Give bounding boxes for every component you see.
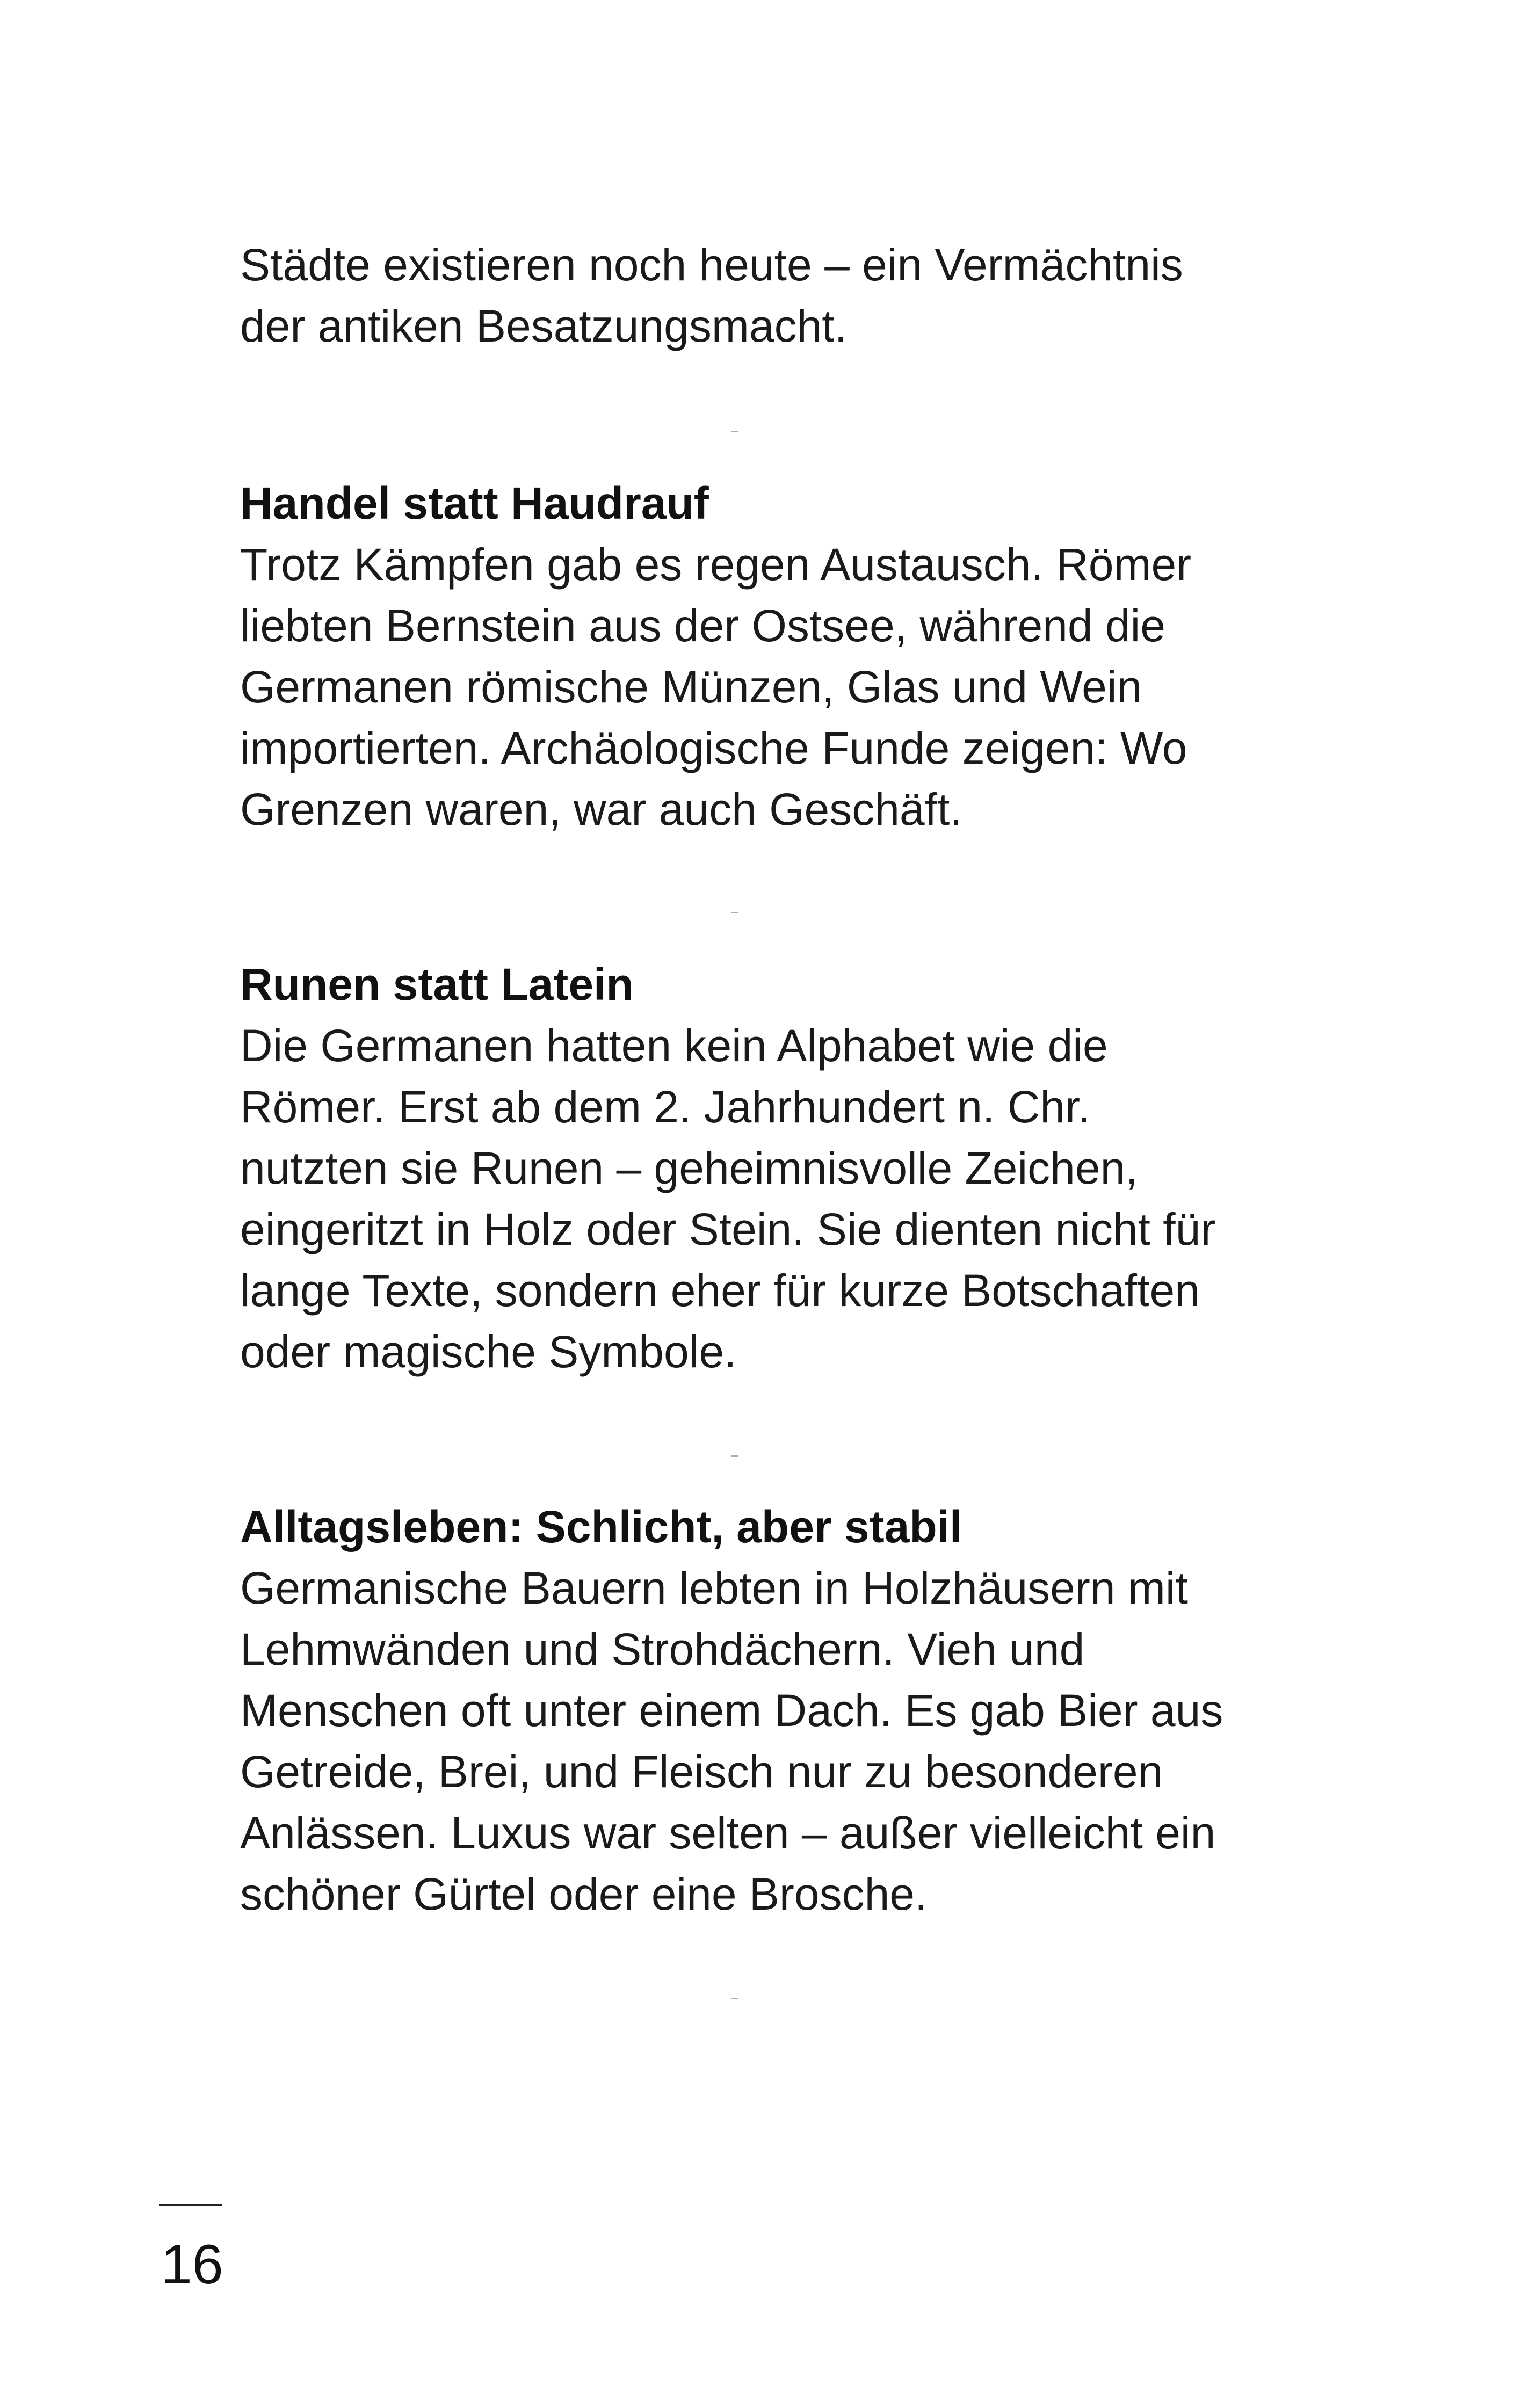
footer-rule [159,2204,222,2206]
paragraph-line: Grenzen waren, war auch Geschäft. [240,784,962,835]
section-heading: Runen statt Latein [240,959,634,1010]
section-heading: Alltagsleben: Schlicht, aber stabil [240,1502,962,1552]
paragraph-line: Germanische Bauern lebten in Holzhäusern mit [240,1563,1188,1613]
section-separator [731,1998,738,1999]
section-runen [240,954,1293,1382]
paragraph-line: eingeritzt in Holz oder Stein. Sie dienten nicht für [240,1204,1216,1254]
paragraph-line: Germanen römische Münzen, Glas und Wein [240,662,1142,712]
section-separator [731,431,738,432]
paragraph-line: liebten Bernstein aus der Ostsee, während die [240,600,1166,651]
paragraph-line: Die Germanen hatten kein Alphabet wie die [240,1020,1108,1071]
paragraph-line: lange Texte, sondern eher für kurze Botschaften [240,1265,1200,1316]
section-alltagsleben [240,1496,1293,1925]
paragraph-line: oder magische Symbole. [240,1326,737,1377]
section-handel [240,473,1293,840]
paragraph-line: schöner Gürtel oder eine Brosche. [240,1869,928,1919]
page-number: 16 [161,2233,223,2296]
intro-line: Städte existieren noch heute – ein Vermächtnis [240,240,1183,290]
intro-line: der antiken Besatzungsmacht. [240,301,847,351]
paragraph-line: Lehmwänden und Strohdächern. Vieh und [240,1624,1085,1674]
paragraph-line: nutzten sie Runen – geheimnisvolle Zeichen, [240,1143,1138,1193]
section-separator [731,912,738,913]
paragraph-line: Menschen oft unter einem Dach. Es gab Bier aus [240,1685,1223,1736]
paragraph-line: Getreide, Brei, und Fleisch nur zu besonderen [240,1746,1163,1797]
paragraph-line: Trotz Kämpfen gab es regen Austausch. Römer [240,539,1192,590]
paragraph-line: Römer. Erst ab dem 2. Jahrhundert n. Chr. [240,1082,1090,1132]
section-separator [731,1455,738,1457]
section-heading: Handel statt Haudrauf [240,478,709,528]
paragraph-line: Anlässen. Luxus war selten – außer vielleicht ein [240,1808,1216,1858]
paragraph-line: importierten. Archäologische Funde zeigen: Wo [240,723,1187,773]
intro-paragraph [240,234,1293,357]
